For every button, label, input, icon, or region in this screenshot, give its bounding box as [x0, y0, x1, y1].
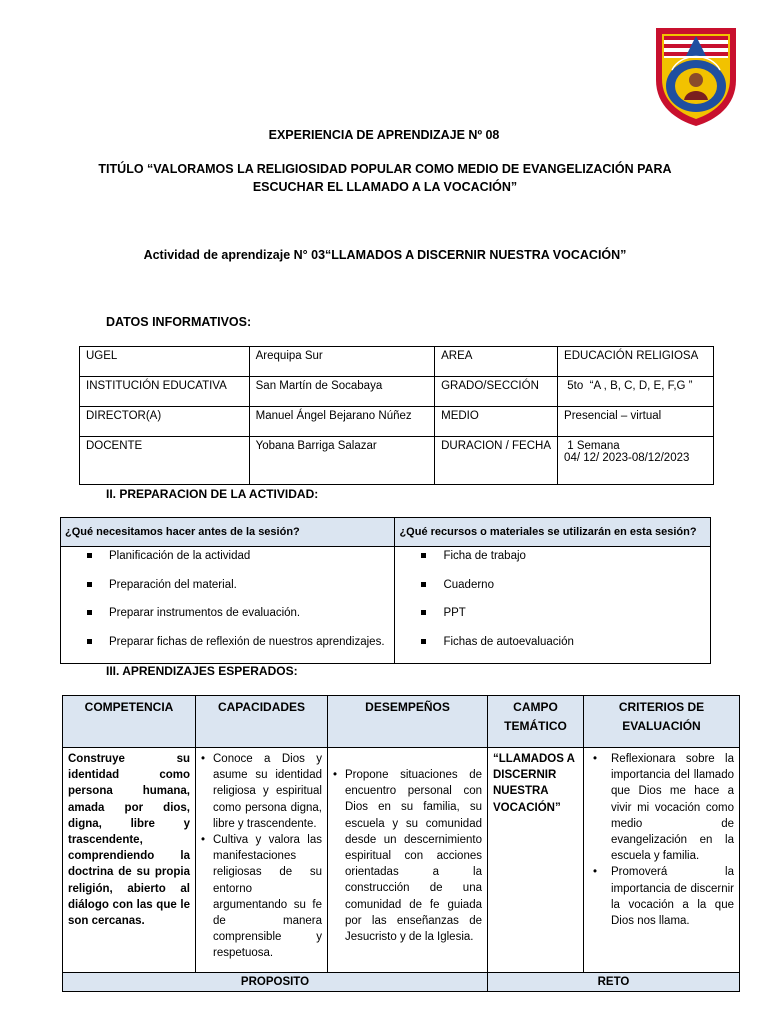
aprendizajes-table — [62, 695, 740, 992]
table-row — [80, 437, 714, 485]
list-item: Preparación del material. — [87, 578, 394, 607]
table-cell: 5to “A , B, C, D, E, F,G ” — [558, 377, 714, 407]
preparacion-heading: II. PREPARACION DE LA ACTIVIDAD: — [106, 487, 319, 501]
list-item: Planificación de la actividad — [87, 549, 394, 578]
table-cell: EDUCACIÓN RELIGIOSA — [558, 347, 714, 377]
table-cell: DIRECTOR(A) — [80, 407, 250, 437]
header-capacidades: CAPACIDADES — [196, 696, 328, 748]
school-crest-logo — [650, 22, 742, 128]
table-cell: Manuel Ángel Bejarano Núñez — [249, 407, 434, 437]
capacidades-list — [201, 751, 322, 962]
list-item: • Cultiva y valora las manifestaciones religiosas de su entorno argumentando su fe de manera comprensible y respetuosa. — [201, 832, 322, 962]
reto-label: RETO — [488, 973, 740, 992]
fecha-value: 04/ 12/ 2023-08/12/2023 — [564, 452, 690, 464]
table-cell — [558, 437, 714, 485]
criterios-list — [589, 751, 734, 929]
campo-cell: “LLAMADOS A DISCERNIR NUESTRA VOCACIÓN” — [488, 748, 584, 973]
table-cell: DURACION / FECHA — [435, 437, 558, 485]
col1-header: ¿Qué necesitamos hacer antes de la sesión? — [61, 518, 395, 547]
desempenos-list — [333, 767, 482, 945]
list-item: Preparar fichas de reflexión de nuestros aprendizajes. — [87, 635, 394, 664]
list-item: • Reflexionara sobre la importancia del llamado que Dios me hace a vivir mi vocación como medio de evangelización en la escuela y familia. — [593, 751, 734, 864]
table-cell: GRADO/SECCIÓN — [435, 377, 558, 407]
table-header-row — [61, 518, 711, 547]
table-cell: Presencial – virtual — [558, 407, 714, 437]
table-cell: INSTITUCIÓN EDUCATIVA — [80, 377, 250, 407]
table-row — [63, 748, 740, 973]
aprendizajes-heading: III. APRENDIZAJES ESPERADOS: — [106, 664, 298, 678]
list-item: PPT — [421, 606, 710, 635]
desempenos-cell — [328, 748, 488, 973]
competencia-cell: Construye su identidad como persona humana, amada por dios, digna, libre y trascendente, comprendiendo la doctrina de su propia religión, abierto al diálogo con las que le son cercanas. — [63, 748, 196, 973]
table-row — [61, 547, 711, 664]
col2-cell — [395, 547, 711, 664]
materials-list — [421, 549, 710, 663]
datos-table — [79, 346, 714, 485]
experience-title: EXPERIENCIA DE APRENDIZAJE Nº 08 — [268, 128, 500, 142]
list-item: Preparar instrumentos de evaluación. — [87, 606, 394, 635]
header-criterios: CRITERIOS DE EVALUACIÓN — [584, 696, 740, 748]
table-cell: MEDIO — [435, 407, 558, 437]
table-cell: Arequipa Sur — [249, 347, 434, 377]
list-item: Ficha de trabajo — [421, 549, 710, 578]
preparacion-table — [60, 517, 711, 664]
capacidades-cell — [196, 748, 328, 973]
col1-cell — [61, 547, 395, 664]
list-item: • Propone situaciones de encuentro personal con Dios en su familia, su escuela y su comunidad desde un descernimiento espiritual con acciones orientadas a la construcción de una comunidad de fe guiada por las enseñanzas de Jesucristo y de la Iglesia. — [333, 767, 482, 945]
header-competencia: COMPETENCIA — [63, 696, 196, 748]
table-cell: UGEL — [80, 347, 250, 377]
criterios-cell — [584, 748, 740, 973]
document-title-line-2: ESCUCHAR EL LLAMADO A LA VOCACIÓN” — [252, 180, 518, 194]
list-item: Fichas de autoevaluación — [421, 635, 710, 664]
table-row — [80, 407, 714, 437]
proposito-label: PROPOSITO — [63, 973, 488, 992]
col2-header: ¿Qué recursos o materiales se utilizarán en esta sesión? — [395, 518, 711, 547]
datos-heading: DATOS INFORMATIVOS: — [106, 315, 252, 329]
document-title-line-1: TITÚLO “VALORAMOS LA RELIGIOSIDAD POPULAR COMO MEDIO DE EVANGELIZACIÓN PARA — [98, 162, 672, 176]
activity-title: Actividad de aprendizaje N° 03“LLAMADOS A DISCERNIR NUESTRA VOCACIÓN” — [143, 248, 627, 262]
table-header-row — [63, 696, 740, 748]
table-row — [80, 377, 714, 407]
list-item: • Conoce a Dios y asume su identidad religiosa y espiritual como persona digna, libre y trascendente. — [201, 751, 322, 832]
table-row — [80, 347, 714, 377]
duracion-value: 1 Semana — [564, 440, 620, 452]
preparation-list — [87, 549, 394, 663]
header-desempenos: DESEMPEÑOS — [328, 696, 488, 748]
table-cell: DOCENTE — [80, 437, 250, 485]
table-cell: Yobana Barriga Salazar — [249, 437, 434, 485]
table-cell: AREA — [435, 347, 558, 377]
header-campo: CAMPO TEMÁTICO — [488, 696, 584, 748]
list-item: • Promoverá la importancia de discernir la vocación a la que Dios nos llama. — [593, 864, 734, 929]
list-item: Cuaderno — [421, 578, 710, 607]
table-footer-row — [63, 973, 740, 992]
table-cell: San Martín de Socabaya — [249, 377, 434, 407]
